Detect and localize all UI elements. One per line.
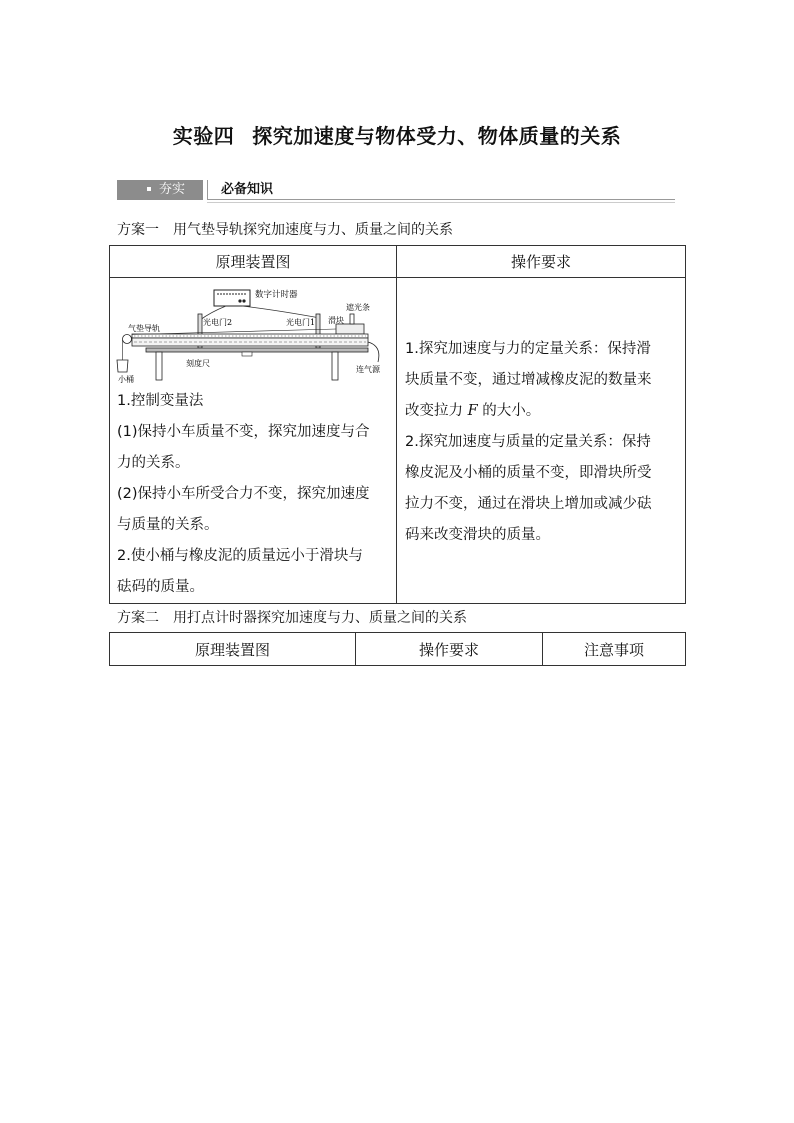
plan1-col1-header: 原理装置图 — [110, 246, 397, 278]
label-shade: 遮光条 — [346, 303, 370, 312]
label-gate1: 光电门1 — [286, 318, 316, 327]
title-part1: 实验四 — [172, 124, 235, 148]
plan1-heading — [117, 219, 453, 239]
right-line-4: 2.探究加速度与质量的定量关系：保持 — [405, 434, 651, 450]
plan1-heading-text: 用气垫导轨探究加速度与力、质量之间的关系 — [173, 222, 453, 238]
label-air: 连气源 — [356, 365, 380, 374]
right-line-7: 码来改变滑块的质量。 — [405, 527, 550, 543]
air-track-apparatus-figure — [116, 284, 388, 384]
title-part2: 探究加速度与物体受力、物体质量的关系 — [252, 124, 622, 148]
page-title — [0, 120, 794, 149]
label-bucket: 小桶 — [118, 375, 134, 384]
plan1-right-text — [397, 278, 685, 551]
right-line-5: 橡皮泥及小桶的质量不变，即滑块所受 — [405, 465, 652, 481]
plan1-right-cell — [397, 278, 686, 604]
left-line-4: (2)保持小车所受合力不变，探究加速度 — [117, 486, 370, 502]
plan2-heading — [117, 607, 467, 627]
label-timer: 数字计时器 — [255, 290, 298, 300]
right-line-6: 拉力不变，通过在滑块上增加或减少砝 — [405, 496, 652, 512]
label-rail: 气垫导轨 — [128, 324, 160, 333]
left-line-7: 砝码的质量。 — [117, 579, 204, 595]
plan1-table — [109, 245, 686, 604]
plan1-name: 方案一 — [117, 222, 159, 238]
left-line-2: (1)保持小车质量不变，探究加速度与合 — [117, 424, 370, 440]
right-line-1: 1.探究加速度与力的定量关系：保持滑 — [405, 341, 651, 357]
plan2-table — [109, 632, 686, 666]
label-gate2: 光电门2 — [203, 318, 233, 327]
plan2-col3-header: 注意事项 — [543, 633, 686, 666]
section-label: 必备知识 — [221, 182, 274, 197]
plan1-left-text — [110, 386, 396, 603]
left-line-3: 力的关系。 — [117, 455, 190, 471]
right-line-3: 改变拉力 F 的大小。 — [405, 403, 541, 419]
left-line-1: 1.控制变量法 — [117, 393, 204, 409]
plan1-left-cell — [110, 278, 397, 604]
left-line-5: 与质量的关系。 — [117, 517, 219, 533]
plan1-col2-header: 操作要求 — [397, 246, 686, 278]
plan2-heading-text: 用打点计时器探究加速度与力、质量之间的关系 — [173, 610, 467, 626]
plan2-name: 方案二 — [117, 610, 159, 626]
label-slider: 滑块 — [328, 316, 344, 325]
section-tag-text: 夯实 — [159, 182, 186, 197]
plan2-col1-header: 原理装置图 — [110, 633, 356, 666]
section-bar — [117, 180, 675, 202]
right-line-2: 块质量不变，通过增减橡皮泥的数量来 — [405, 372, 652, 388]
section-tag — [117, 180, 203, 200]
left-line-6: 2.使小桶与橡皮泥的质量远小于滑块与 — [117, 548, 363, 564]
plan2-col2-header: 操作要求 — [356, 633, 543, 666]
label-ruler: 刻度尺 — [186, 359, 210, 368]
bullet-icon — [147, 187, 151, 191]
